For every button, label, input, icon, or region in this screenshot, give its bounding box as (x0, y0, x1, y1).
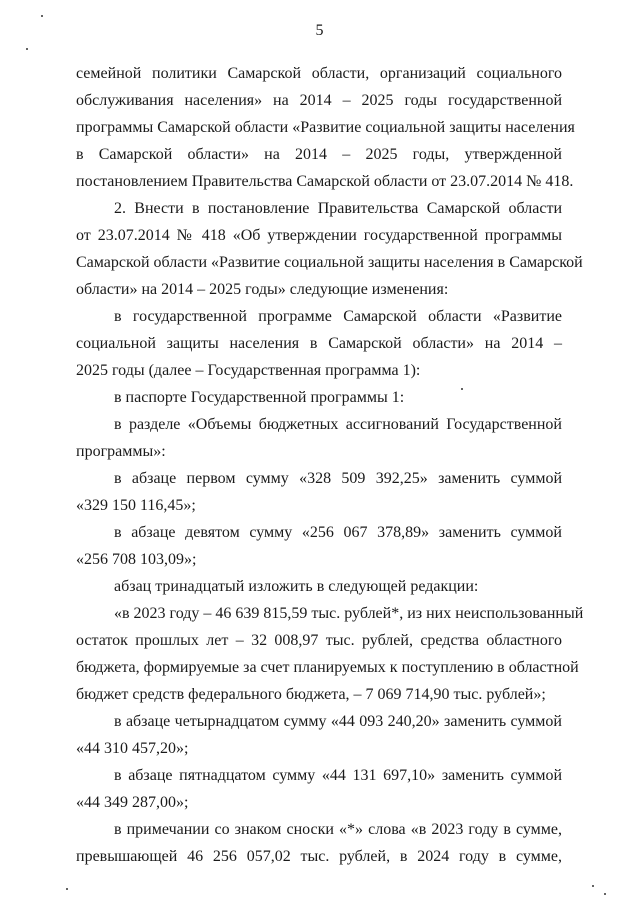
text-line: остаток прошлых лет – 32 008,97 тыс. рублей, средства областного (76, 632, 562, 649)
text-line: программы Самарской области «Развитие социальной защиты населения (76, 119, 575, 136)
paragraph-start: в абзаце девятом сумму «256 067 378,89» заменить суммой (114, 524, 562, 541)
text-line: превышающей 46 256 057,02 тыс. рублей, в 2024 году в сумме, (76, 848, 562, 865)
paragraph-start: в примечании со знаком сноски «*» слова «в 2023 году в сумме, (114, 821, 562, 838)
paragraph-start: «в 2023 году – 46 639 815,59 тыс. рублей*, из них неиспользованный (114, 605, 584, 622)
text-line: «329 150 116,45»; (76, 497, 196, 514)
paragraph-start: в паспорте Государственной программы 1: (114, 389, 405, 406)
text-line: «44 349 287,00»; (76, 794, 189, 811)
page-number: 5 (315, 22, 324, 39)
paragraph-start: в разделе «Объемы бюджетных ассигнований Государственной (114, 416, 562, 433)
text-line: бюджет средств федерального бюджета, – 7 069 714,90 тыс. рублей»; (76, 686, 546, 703)
text-line: Самарской области «Развитие социальной защиты населения в Самарской (76, 254, 583, 271)
paragraph-start: в государственной программе Самарской области «Развитие (114, 308, 562, 325)
text-line: области» на 2014 – 2025 годы» следующие изменения: (76, 281, 449, 298)
text-line: бюджета, формируемые за счет планируемых к поступлению в областной (76, 659, 579, 676)
scan-speck (604, 893, 606, 895)
text-line: обслуживания населения» на 2014 – 2025 годы государственной (76, 92, 562, 109)
text-line: 2025 годы (далее – Государственная программа 1): (76, 362, 421, 379)
paragraph-start: в абзаце четырнадцатом сумму «44 093 240,20» заменить суммой (114, 713, 562, 730)
scan-speck (461, 388, 463, 390)
paragraph-start: 2. Внести в постановление Правительства Самарской области (114, 200, 562, 217)
paragraph-start: в абзаце первом сумму «328 509 392,25» заменить суммой (114, 470, 562, 487)
scan-speck (592, 885, 594, 887)
scan-speck (41, 15, 43, 17)
text-line: в Самарской области» на 2014 – 2025 годы, утвержденной (76, 146, 562, 163)
text-line: постановлением Правительства Самарской области от 23.07.2014 № 418. (76, 173, 574, 190)
text-line: от 23.07.2014 № 418 «Об утверждении государственной программы (76, 227, 562, 244)
text-line: семейной политики Самарской области, организаций социального (76, 65, 562, 82)
text-line: программы»: (76, 443, 166, 460)
paragraph-start: абзац тринадцатый изложить в следующей редакции: (114, 578, 479, 595)
document-body (76, 60, 584, 870)
paragraph-start: в абзаце пятнадцатом сумму «44 131 697,10» заменить суммой (114, 767, 562, 784)
text-line: социальной защиты населения в Самарской области» на 2014 – (76, 335, 562, 352)
text-line: «44 310 457,20»; (76, 740, 189, 757)
text-line: «256 708 103,09»; (76, 551, 197, 568)
scan-speck (66, 888, 68, 890)
scan-speck (26, 48, 28, 50)
